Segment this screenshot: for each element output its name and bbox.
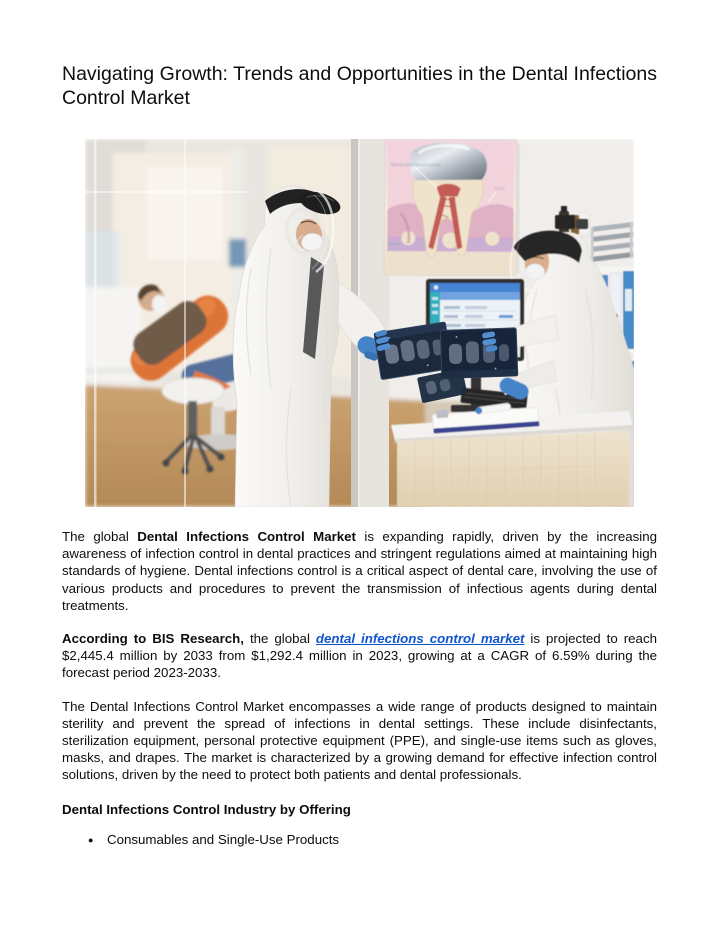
list-item-label: Consumables and Single-Use Products: [107, 831, 340, 847]
paragraph-2-post: is projected to reach $2,445.4 million by 2033 from $1,292.4 million in 2023, growing at a CAGR of 6.59% during the forecast period 2023-2033.: [62, 631, 657, 681]
paragraph-1-post: is expanding rapidly, driven by the increasing awareness of infection control in dental practices and stringent regulations aimed at maintaining high standards of hygiene. Dental infections control is a critical aspect of dental care, involving the use of various products and procedures to prevent the transmission of infectious agents during dental treatments.: [62, 529, 658, 613]
paragraph-3: The Dental Infections Control Market encompasses a wide range of products designed to maintain sterility and prevent the spread of infections in dental settings. These include disinfectants, sterilization equipment, personal protective equipment (PPE), and single-use items such as gloves, masks, and drapes. The market is characterized by a growing demand for effective infection control solutions, driven by the need to protect both patients and dental professionals.: [62, 698, 657, 783]
poster-label-nerves: Nerves and blood vessels: [390, 162, 442, 168]
market-link[interactable]: dental infections control market: [315, 631, 525, 647]
article-image: [85, 139, 634, 507]
bullet-icon: ●: [88, 834, 94, 845]
page-title: Navigating Growth: Trends and Opportunities in the Dental Infections Control Market: [62, 63, 657, 109]
paragraph-1-pre: The global: [62, 529, 138, 544]
paragraph-2-bold: According to BIS Research,: [62, 631, 244, 647]
paragraph-2-mid: the global: [243, 631, 316, 647]
section-heading-offering: Dental Infections Control Industry by Offering: [62, 801, 351, 817]
poster-label-gum: Gum: [494, 185, 505, 191]
paragraph-1-bold: Dental Infections Control Market: [137, 529, 356, 544]
list-item: [62, 831, 657, 848]
dental-clinic-photo: [85, 139, 634, 507]
offering-list: [62, 831, 657, 848]
paragraph-2: [62, 630, 657, 682]
paragraph-1: [62, 528, 657, 614]
xray-films: [85, 139, 634, 507]
poster-label-bone: Bone: [389, 241, 401, 247]
